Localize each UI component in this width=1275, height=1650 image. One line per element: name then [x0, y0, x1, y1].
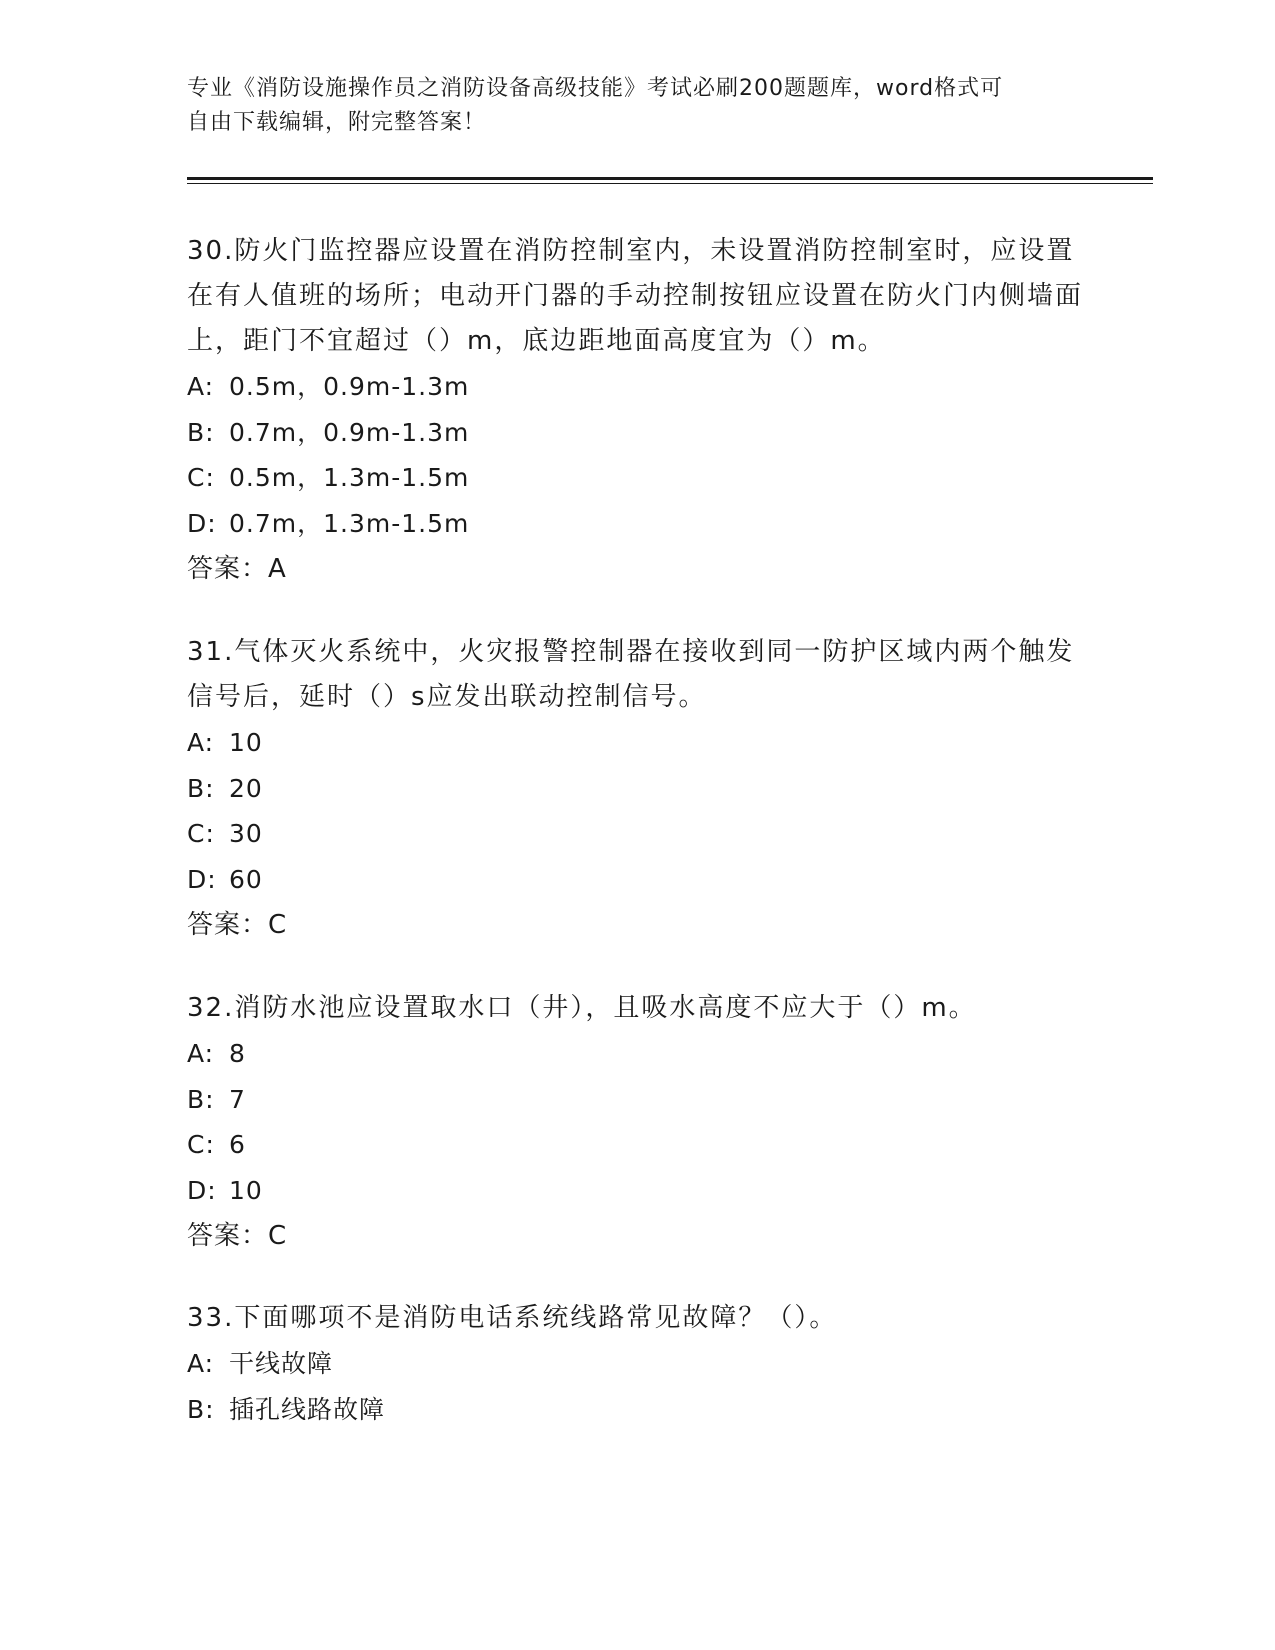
option-letter: C:	[187, 819, 215, 848]
question-33	[187, 1296, 1087, 1432]
option-letter: A:	[187, 372, 215, 401]
answer-line: 答案：C	[187, 1221, 288, 1251]
option-a	[187, 1031, 1087, 1077]
question-31	[187, 630, 1087, 948]
option-text: 8	[229, 1039, 246, 1068]
header-line-2: 自由下载编辑，附完整答案！	[187, 110, 487, 135]
question-stem: 32.消防水池应设置取水口（井），且吸水高度不应大于（）m。	[187, 993, 977, 1023]
option-a	[187, 1341, 1087, 1387]
header-divider-thick	[187, 177, 1153, 180]
option-b	[187, 766, 1087, 812]
option-letter: B:	[187, 1394, 215, 1424]
option-letter: D:	[187, 864, 217, 894]
option-c	[187, 1122, 1087, 1168]
option-letter: D:	[187, 508, 217, 538]
option-text: 0.5m，1.3m-1.5m	[229, 463, 470, 492]
option-b	[187, 410, 1087, 456]
option-letter: C:	[187, 463, 215, 492]
option-text: 10	[229, 728, 263, 757]
option-letter: D:	[187, 1175, 217, 1205]
option-letter: B:	[187, 417, 215, 447]
option-b	[187, 1077, 1087, 1123]
header-line-1: 专业《消防设施操作员之消防设备高级技能》考试必刷200题题库，word格式可	[187, 76, 1004, 101]
option-text: 干线故障	[229, 1349, 334, 1378]
option-text: 60	[229, 864, 263, 894]
question-stem: 30.防火门监控器应设置在消防控制室内，未设置消防控制室时，应设置在有人值班的场所；电动开门器的手动控制按钮应设置在防火门内侧墙面上，距门不宜超过（）m，底边距地面高度宜为（）m。	[187, 236, 1084, 356]
question-stem: 31.气体灭火系统中，火灾报警控制器在接收到同一防护区域内两个触发信号后，延时（）s应发出联动控制信号。	[187, 637, 1075, 712]
option-text: 6	[229, 1130, 246, 1159]
option-letter: A:	[187, 728, 215, 757]
option-text: 0.5m，0.9m-1.3m	[229, 372, 470, 401]
option-d	[187, 1168, 1087, 1214]
option-letter: C:	[187, 1130, 215, 1159]
question-30	[187, 229, 1087, 592]
answer-line: 答案：C	[187, 910, 288, 940]
option-a	[187, 364, 1087, 410]
option-text: 0.7m，1.3m-1.5m	[229, 508, 470, 538]
option-text: 0.7m，0.9m-1.3m	[229, 417, 470, 447]
option-d	[187, 501, 1087, 547]
option-letter: A:	[187, 1039, 215, 1068]
option-letter: A:	[187, 1349, 215, 1378]
option-letter: B:	[187, 773, 215, 803]
option-text: 7	[229, 1084, 246, 1114]
option-b	[187, 1387, 1087, 1433]
question-stem: 33.下面哪项不是消防电话系统线路常见故障？（）。	[187, 1303, 838, 1333]
option-a	[187, 720, 1087, 766]
option-c	[187, 811, 1087, 857]
option-d	[187, 857, 1087, 903]
option-text: 30	[229, 819, 263, 848]
option-text: 20	[229, 773, 263, 803]
option-letter: B:	[187, 1084, 215, 1114]
option-c	[187, 455, 1087, 501]
document-header	[187, 72, 1087, 140]
question-32	[187, 986, 1087, 1259]
option-text: 10	[229, 1175, 263, 1205]
header-divider-thin	[187, 183, 1153, 184]
answer-line: 答案：A	[187, 554, 287, 584]
option-text: 插孔线路故障	[229, 1394, 386, 1424]
